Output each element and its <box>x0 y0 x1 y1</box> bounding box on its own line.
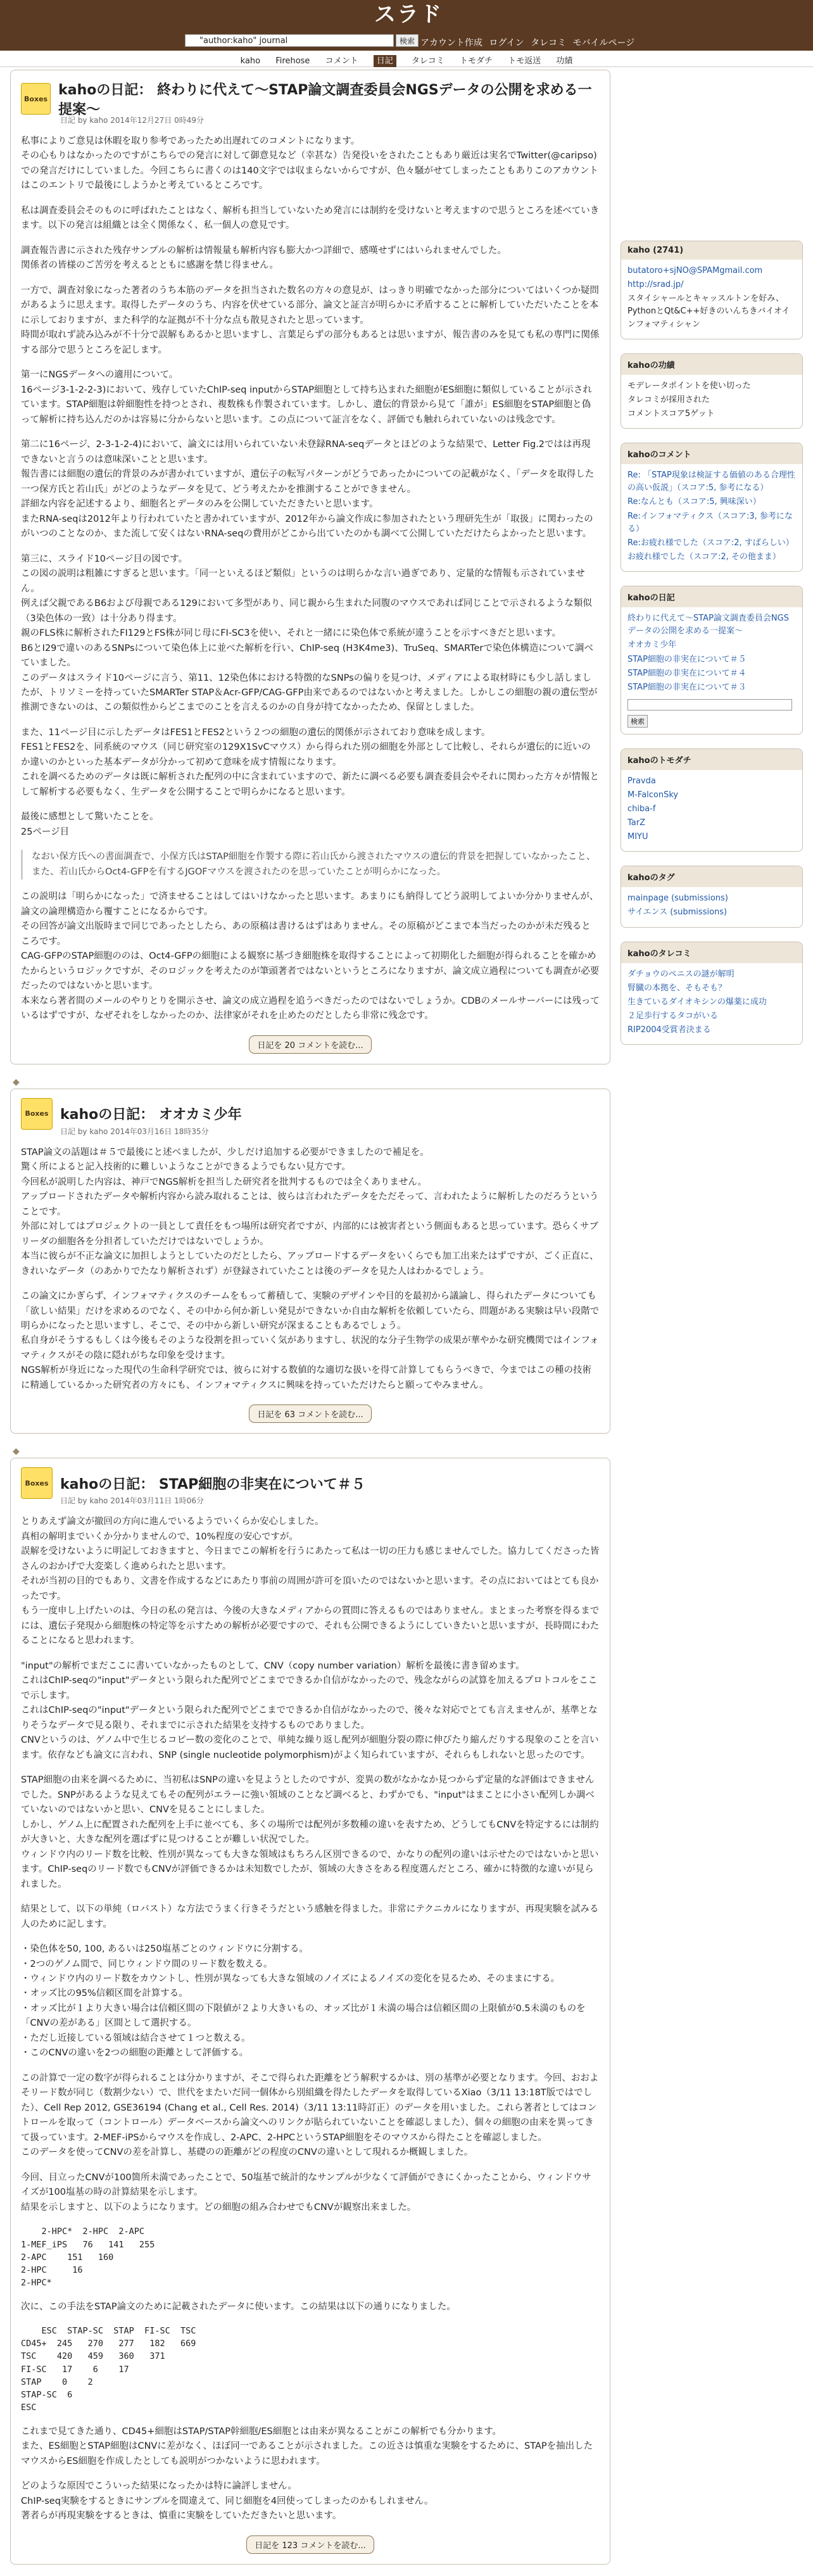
read-comments-button[interactable]: 日記を 63 コメントを読む... <box>249 1405 371 1423</box>
paragraph: 第三に、スライド10ページ目の図です。 この図の説明は粗雑にすぎると思います。「同一といえるほど類似」というのは明らかな言い過ぎであり、定量的な情報も示されていません。 例えば父親であるB6および母親である129において多型があり、同じ親から生まれた同腹のマウスであれば同じことで示されるような類似（3染色体の一致）は十分あり得ます。 親のFLS株に解析されたFI129とFS株が同じ母にFI-SC3を使い、それと一緒にに染色体で系統が違うことを示すべきだと思います。 B6とI29で違いのあるSNPsについて染色体上に並べた解析を行い、ChIP-seq (H3K4me3)、TruSeq、SMARTerで染色体構造について調べていました。 このデータはスライド10ページに言う、第11、12染色体における特徴的なSNPsの偏りを見つけ、メディアによる取材時にも少し話しましたが、トリソミーを持っていたSMARTer STAP＆Acr-GFP/CAG-GFP由来であるのではないかと考えました。しかしこの細胞の親の遺伝型が推測できないのは、この類似性からどこまでのことを言えるのかの自身が持てなかったため、保留としました。 <box>21 553 598 713</box>
submit-story-link[interactable]: タレコミ <box>531 38 567 48</box>
entry-body <box>21 1146 600 1394</box>
box-title: kahoのタグ <box>621 866 802 887</box>
box-title: kahoのタレコミ <box>621 942 802 963</box>
mobile-page-link[interactable]: モバイルページ <box>572 38 635 48</box>
journal-entry <box>10 1089 610 1434</box>
paragraph: この論文にかぎらず、インフォマティクスのチームをもって蓄積して、実験のデザインや目的を最初から議論し、得られたデータについても「欲しい結果」だけを求めるのでなく、その中から何か新しい発見ができないか自由な解析を依頼していたら、問題がある実験は早い段階で明らかになったと思いますし、そこで、その中から新しい研究が深まることもあるでしょう。 私自身がそうするもしくは今後もそのような役割を担っていく気がありますし、状況的な分子生物学の成果が華やかな研究機関ではインフォマティクスがその陰に隠れがちな印象を受けます。 NGS解析が身近になった現代の生命科学研究では、彼らに対する数値的な適切な扱いを得て計算してもらうべきで、今まではこの種の技術に精通しているかった研究者の方々にも、インフォマティクスに興味を持っていただけたらと願ってやみません。 <box>21 1291 600 1391</box>
box-title: kahoのコメント <box>621 443 802 464</box>
journal-link[interactable]: STAP細胞の非実在について＃４ <box>627 668 747 678</box>
journal-box <box>621 586 803 734</box>
paragraph: 今回、目立ったCNVが100箇所未満であったことで、50塩基で統計的なサンプルが少なくて評価ができにくかったことから、ウィンドウサイズが100塩基の時の計算結果を示します。 結果を示しますと、以下のようになります。どの細胞の組み合わせでもCNVが観察出来ました。 <box>21 2172 591 2213</box>
submission-link[interactable]: 腎臓の本拠を、そもそも？ <box>627 983 727 993</box>
comment-link[interactable]: Re:インフォマティクス（スコア:3, 参考になる） <box>627 511 793 534</box>
journal-link[interactable]: STAP細胞の非実在について＃５ <box>627 654 747 664</box>
nav-friends-back[interactable]: トモ返送 <box>508 56 541 66</box>
journal-entry <box>10 70 610 1064</box>
comment-link[interactable]: お疲れ様でした（スコア:2, その他まま） <box>627 552 781 562</box>
paragraph: ・染色体を50, 100, あるいは250塩基ごとのウィンドウに分割する。 ・2つのゲノム間で、同じウィンドウ間のリード数を数える。 ・ウィンドウ内のリード数をカウントし、性別が異なっても大きな領域のノイズによるノイズの変化を見るため、そのままにする。 ・オッズ比の95%信頼区間を計算する。 ・オッズ比が１より大きい場合は信頼区間の下限値が２より大きいもの、オッズ比が１未満の場合は信頼区間の上限値が0.5未満のものを「CNVの差がある」区間として選択する。 ・ただし近接している領域は結合させて１つと数える。 ・このCNVの違いを2つの細胞の距離として評価する。 <box>21 1944 586 2059</box>
paragraph: これまで見てきた通り、CD45+細胞はSTAP/STAP幹細胞/ES細胞とは由来が異なることがこの解析でも分かります。 また、ES細胞とSTAP細胞はCNVに差がなく、ほぼ同一であることが示されました。この近さは慎重な実験をするために、STAPを抽出したマウスからES細胞を作成したとしても説明がつかないように思われます。 <box>21 2426 593 2466</box>
submission-link[interactable]: ２足歩行するタコがいる <box>627 1011 719 1021</box>
paragraph: この計算で一定の数字が得られることは分かりますが、そこで得られた距離をどう解釈するかは、別の基準が必要となります。今回、おおよそリード数が同じ（数割少ない）で、世代をまたいだ同一個体から別組織を得たしたデータを取得しているXiao（3/11 13:18T版ではでした）、Cell Rep 2012, GSE36194 (Chang et al., Cell Res. 2014)（3/11 13:11時訂正）のデータを用いました。これら著者としてはコントロールを取って（コントロール）データベースから論文へのリンクが貼られていないことを確認しました）、個々の細胞の由来を異ってきて扱っています。2-MEF-iPSからマウスを作成し、2-APC、2-HPCというSTAP細胞をそのマウスから得たことを確認しました。 このデータを使ってCNVの差を計算し、基礎のの距離がどの程度のCNVの違いとして現れるか概観しました。 <box>21 2073 599 2158</box>
achievement-item: タレコミが採用された <box>627 395 710 405</box>
paragraph: とりあえず論文が撤回の方向に進んでいるようでいくらか安心しました。 真相の解明までいくか分かりませんので、10%程度の安心ですが。 誤解を受けないように明記しておきますと、今日までこの解析を行うにあたって私は一切の圧力も感じませんでした。協力してくださった皆さんのおかげで大変楽しく進められたと思います。 それが当初の目的でもあり、文書を作成するなどにあたり事前の周囲が許可を頂いたのではないかと思います。その点においてはとても良かったです。 もう一度申し上げたいのは、今日の私の発言は、今後の大きなメディアからの質問に答えるものではありません。まとまった考察を得るまでには、遺伝子発現から細胞株の特定等を示すための解析が必要ですので、それも公開できるようにしていきたいと思いますが、長時間にわたることになると思われます。 <box>21 1517 600 1646</box>
achievement-item: コメントスコア5ゲット <box>627 408 715 419</box>
journal-entry <box>10 1458 610 2564</box>
cnv-table-stap: ESC STAP-SC STAP FI-SC TSC CD45+ 245 270 277 182 669 TSC 420 459 360 371 FI-SC 17 6 17 STAP 0 2 STAP-SC 6 ESC <box>21 2325 196 2413</box>
paragraph: 最後に感想として驚いたことを。 25ページ目 <box>21 812 159 837</box>
submission-link[interactable]: 生きているダイオキシンの爆薬に成功 <box>627 997 767 1007</box>
login-link[interactable]: ログイン <box>489 38 524 48</box>
create-account-link[interactable]: アカウント作成 <box>420 38 482 48</box>
search-input[interactable] <box>185 34 394 47</box>
comments-box <box>621 443 803 572</box>
friend-link[interactable]: M-FalconSky <box>627 790 679 800</box>
paragraph: STAP細胞の由来を調べるために、当初私はSNPの違いを見ようとしたのですが、変異の数がなかなか見つからず定量的な評価はできませんでした。SNPがあるような見えてもその配列がエラーに強い領域のことなど調べると、わずかでも、"input"はまことに小さい配列しか調べていないのではないかと思い、CNVを見ることにしました。 しかし、ゲノム上に配置された配列を上手に並べても、多くの場所では配列が多数種の違いを表すため、どうしてもCNVを特定するには制約が大きいと、大きな配列を選ばずに見つけることが難しい状況でした。 ウィンドウ内のリード数を比較、性別が異なっても大きな領域はもちろん区別できるので、かなりの配列の違いは示せたのではないかと思います。ChIP-seqのリード数でもCNVが評価できるかは未知数でしたが、領域の大きさをある程度選んだところ、確かに特徴的な違いが見られました。 <box>21 1775 599 1890</box>
paragraph: 第二に16ページ、2-3-1-2-4)において、論文には用いられていない未登録RNA-seqデータとほどのような結果で、Letter Fig.2ではは再現できないと言うのは意味深いことと思います。 報告書には細胞の遺伝的背景のみが書かれていますが、遺伝子の転写パターンがどうであったかについての記載がなく、「データを取得した一つ保方氏と若山氏」がどのようなデータを見て、どう考えたかを推測することができません。 詳細な内容を記述するより、細胞名とデータのみを公開していただきたいと思います。 またRNA-seqは2012年より行われていたと書かれていますが、2012年から論文作成に参加されたという理研先生が「取扱」に関わったのがいつのことなのか、また流して安くはないRNA-seqの費用がどこから出ていたのかも調べて公開していただけたらよかったと思います。 <box>21 439 595 540</box>
tags-box <box>621 866 803 927</box>
journal-topic-icon: Boxes <box>21 1098 53 1130</box>
profile-box <box>621 241 803 339</box>
entry-title[interactable]: kahoの日記： STAP細胞の非実在について＃５ <box>60 1476 365 1493</box>
entry-date: 日記 by kaho 2014年12月27日 0時49分 <box>60 116 204 125</box>
user-nav <box>0 51 813 67</box>
site-logo[interactable]: スラド <box>374 2 443 27</box>
paragraph: どのような原因でこういった結果になったかは特に論評しません。 ChIP-seq実験をするときにサンプルを間違えて、同じ細胞を4回使ってしまったのかもしれません。 著者らが再現実験をするときは、慎重に実験をしていただきたいと思います。 <box>21 2481 434 2522</box>
journal-link[interactable]: STAP細胞の非実在について＃３ <box>627 682 747 692</box>
entry-date: 日記 by kaho 2014年03月11日 1時06分 <box>60 1496 204 1506</box>
journal-link[interactable]: 終わりに代えて〜STAP論文調査委員会NGSデータの公開を求める一提案〜 <box>627 614 789 636</box>
nav-friends[interactable]: トモダチ <box>460 56 493 66</box>
nav-comments[interactable]: コメント <box>325 56 358 66</box>
paragraph: 調査報告書に示された残存サンプルの解析は情報量も解析内容も膨大かつ詳細で、感嘆せずにはいられませんでした。 関係者の皆様のご苦労を考えるとともに感謝を禁じ得ません。 <box>21 245 507 271</box>
entry-body <box>21 1515 600 2523</box>
comment-link[interactable]: Re:お疲れ様でした（スコア:2, すばらしい） <box>627 538 794 548</box>
submission-link[interactable]: ダチョウのペニスの謎が解明 <box>627 969 734 979</box>
entry-title[interactable]: kahoの日記： 終わりに代えて〜STAP論文調査委員会NGSデータの公開を求める一提案〜 <box>58 82 592 118</box>
journal-topic-icon: Boxes <box>21 1467 53 1499</box>
sidebar <box>621 241 803 1059</box>
email-link[interactable]: butatoro+sjNO@SPAMgmail.com <box>627 266 763 275</box>
entry-title[interactable]: kahoの日記： オオカミ少年 <box>60 1107 242 1123</box>
paragraph: 一方で、調査対象になった著者のうち本筋のデータを担当された数名の方々の意見が、はっきり明確でなかった部分についてはいくつか疑問があるように思えます。取得したデータのうち、内容を伏せている部分、論文と証言が明らかに矛盾することに解析していただいたことを本に示しておりますが、また科学的な証拠が不十分な点も散見されたと思っています。 時間が取れず読み込みが不十分で誤解もあるかと思いますし、言葉足らずの部分もあるとは思いますが、報告書のみを見ても私の専門に関係する部分で思うところを記します。 <box>21 285 600 355</box>
journal-topic-icon: Boxes <box>21 83 51 115</box>
journal-search-button[interactable]: 検索 <box>627 715 648 728</box>
site-header <box>0 0 813 51</box>
friend-link[interactable]: Pravda <box>627 776 656 786</box>
box-title: kahoの日記 <box>621 586 802 607</box>
submission-link[interactable]: RIP2004受賞者決まる <box>627 1025 711 1035</box>
friend-link[interactable]: MIYU <box>627 832 648 842</box>
paragraph: この説明は「明らかになった」で済ませることはしてはいけなかったと思います。あまりにも納得してどう説明してよいか分かりませんが、論文の論理構造から覆すことになるからです。 その回答が論文出版時まで同じであったとしたら、あの原稿は書けるはずはありません。その原稿がどこまで本当だったのかが未だ残るところです。 CAG-GFPのSTAP細胞ののは、Oct4-GFPの細胞による観察に基づき細胞株を取得することによって初期化した細胞が得られることを確かめたからというロジックですが、そのロジックを考えたのが筆頭著者ではないというところになりますが、論文成立過程についても調査が必要だったのではないかと思います。 本来なら著者間のメールのやりとりを開示させ、論文の成立過程を追うべきだったのではないでしょうか。CDBのメールサーバーには残っているはずですが、なぜそれをしなかったのか、法律家がそれを止めたのだとしたら非常に残念です。 <box>21 892 600 1021</box>
nav-kaho[interactable]: kaho <box>240 56 261 66</box>
comment-link[interactable]: Re: 「STAP現象は検証する価値のある合理性の高い仮説」（スコア:5, 参考になる） <box>627 470 795 493</box>
friends-box <box>621 748 803 852</box>
read-comments-button[interactable]: 日記を 20 コメントを読む... <box>249 1035 371 1054</box>
journal-search-input[interactable] <box>627 699 792 710</box>
tag-link[interactable]: サイエンス (submissions) <box>627 907 728 918</box>
profile-description: スタイシャールとキャッスルトンを好み、PythonとQt&C++好きのいんちきバイオインフォマティシャン <box>627 294 790 329</box>
entry-body <box>21 134 600 1024</box>
submissions-box <box>621 942 803 1045</box>
paragraph: 私事によりご意見は休暇を取り参考であったため出遅れてのコメントになります。 その心もりはなかったのですがこちらでの発言に対して御意見など（幸甚な）告発役いをされたこともあり厳近は実名でTwitter(@caripso)での発言だけにしていました。今回こちらに書くのは140文字では収まらないからですが、色々騒がせてしまったこともありこのアカウントはこのエントリで最後にしようかと考えているところです。 <box>21 136 598 191</box>
search-button[interactable]: 検索 <box>396 34 419 47</box>
achievements-box <box>621 353 803 429</box>
paragraph: 結果として、以下の単純（ロバスト）な方法でうまく行きそうだという感触を得ました。非常にテクニカルになりますが、再現実験を試みる人のために記します。 <box>21 1904 599 1929</box>
paragraph: "input"の解析でまだここに書いていなかったものとして、CNV（copy number variation）解析を最後に書き留めます。 これはChIP-seqの"input"データという限られた配列でどこまでできるか自信がなかったので、残念ながらの試算を加えるプロトコルをここで示します。 これはChIP-seqの"input"データという限られた配列でどこまでできるか自信がなかったので、後々な対応でとても言えませんが、基準となりそうなデータで見る限り、それまでに示された結果を支持するものでありました。 CNVというのは、ゲノム中で生じるコピー数の変化のことで、単純な繰り返し配列が細胞分裂の際に伸びたり縮んだりする現象のことを言います。依存なども論文に言われ、SNP (single nucleotide polymorphism)がよく知られていますが、それらもしれないと思ったのです。 <box>21 1660 599 1760</box>
blockquote: なおい保方氏への書面調査で、小保方氏はSTAP細胞を作製する際に若山氏から渡されたマウスの遺伝的背景を把握していなかったこと、また、若山氏からOct4-GFPを有するJGOFマウスを渡されたのを思っていたことが明らかになった。 <box>21 850 600 880</box>
read-comments-button[interactable]: 日記を 123 コメントを読む... <box>246 2535 374 2554</box>
tag-icon: ◆ <box>13 1446 20 1457</box>
achievement-item: モデレータポイントを使い切った <box>627 381 751 391</box>
journal-link[interactable]: オオカミ少年 <box>627 640 677 650</box>
paragraph: 私は調査委員会そのものに呼ばれたことはなく、解析も担当していないため発言には制約を受けないと考えますので思うところを述べていきます。以下の発言は組織とは全く関係なく、私一個人の意見です。 <box>21 205 600 231</box>
profile-title[interactable]: kaho (2741) <box>621 241 802 260</box>
nav-journal[interactable]: 日記 <box>374 55 396 67</box>
nav-submissions[interactable]: タレコミ <box>411 56 444 66</box>
nav-achievements[interactable]: 功績 <box>556 56 573 66</box>
paragraph: また、11ページ目に示したデータはFES1とFES2という２つの細胞の遺伝的関係が示されており意味を成します。 FES1とFES2を、同系統のマウス（同じ研究室の129X1SvCマウス）から得られた別の細胞を外部として比較し、それらが遺伝的に近いのか違いのかといった基本データが分かって初めて意味を成す情報になります。 これを調べるためのデータは既に解析された配列の中に含まれていますので、新たに調べる必要も調査委員会やそれに関わった方々が情報として解析する必要もなく、生データを公開することで明らかになると思います。 <box>21 727 600 797</box>
box-title: kahoの功績 <box>621 354 802 375</box>
entry-date: 日記 by kaho 2014年03月16日 18時35分 <box>60 1127 209 1136</box>
paragraph: 第一にNGSデータへの適用について。 16ページ3-1-2-2-3)において、残存していたChIP-seq inputからSTAP細胞として持ち込まれた細胞がES細胞に類似していることが示されています。STAP細胞は幹細胞性を持つとされ、複数株も作製されています。しかし、遺伝的背景から見て「誰が」ES細胞をSTAP細胞と偽って解析に持ち込んだのかは容易に分からないと思います。この点について証言をなく、評価でも触れられていないのは残念です。 <box>21 370 592 425</box>
journal-list <box>10 70 610 2576</box>
box-title: kahoのトモダチ <box>621 749 802 770</box>
cnv-table-control: 2-HPC* 2-HPC 2-APC 1-MEF_iPS 76 141 255 2-APC 151 160 2-HPC 16 2-HPC* <box>21 2226 155 2289</box>
paragraph: 次に、この手法をSTAP論文のために記載されたデータに使います。この結果は以下の通りになりました。 <box>21 2301 456 2312</box>
tag-icon: ◆ <box>13 1076 20 1087</box>
paragraph: STAP論文の話題は＃５で最後にと述べましたが、少しだけ追加する必要ができましたので補足を。 驚く所によると記入技術的に難しいようなことができるようでもない見方です。 今回私が説明した内容は、神戸でNGS解析を担当した研究者を批判するものでは全くありません。 アップロードされたデータや解析内容から読み取れることは、彼らは言われたデータをただそって、言われたように解析したのだろうということです。 外部に対してはプロジェクトの一員として責任をもつ場所は研究者ですが、内部的には被害者という側面もあると思っています。恐らくサブリーダの細胞各を分担者していただけではないでしょうか。 本当に彼らが不正な論文に加担しようとしていたのだとしたら、アップロードするデータをいくらでも加工出来たはずですが、ごく正直に、きれいなデータ（のあかりでたなり解析されず）が登録されていたことは後のデータを見た人はわかるでしょう。 <box>21 1147 599 1277</box>
friend-link[interactable]: chiba-f <box>627 804 656 814</box>
nav-firehose[interactable]: Firehose <box>275 56 310 66</box>
friend-link[interactable]: TarZ <box>627 818 646 828</box>
comment-link[interactable]: Re:なんとも（スコア:5, 興味深い） <box>627 497 761 507</box>
homepage-link[interactable]: http://srad.jp/ <box>627 280 684 290</box>
tag-link[interactable]: mainpage (submissions) <box>627 893 728 904</box>
user-links <box>420 36 638 49</box>
